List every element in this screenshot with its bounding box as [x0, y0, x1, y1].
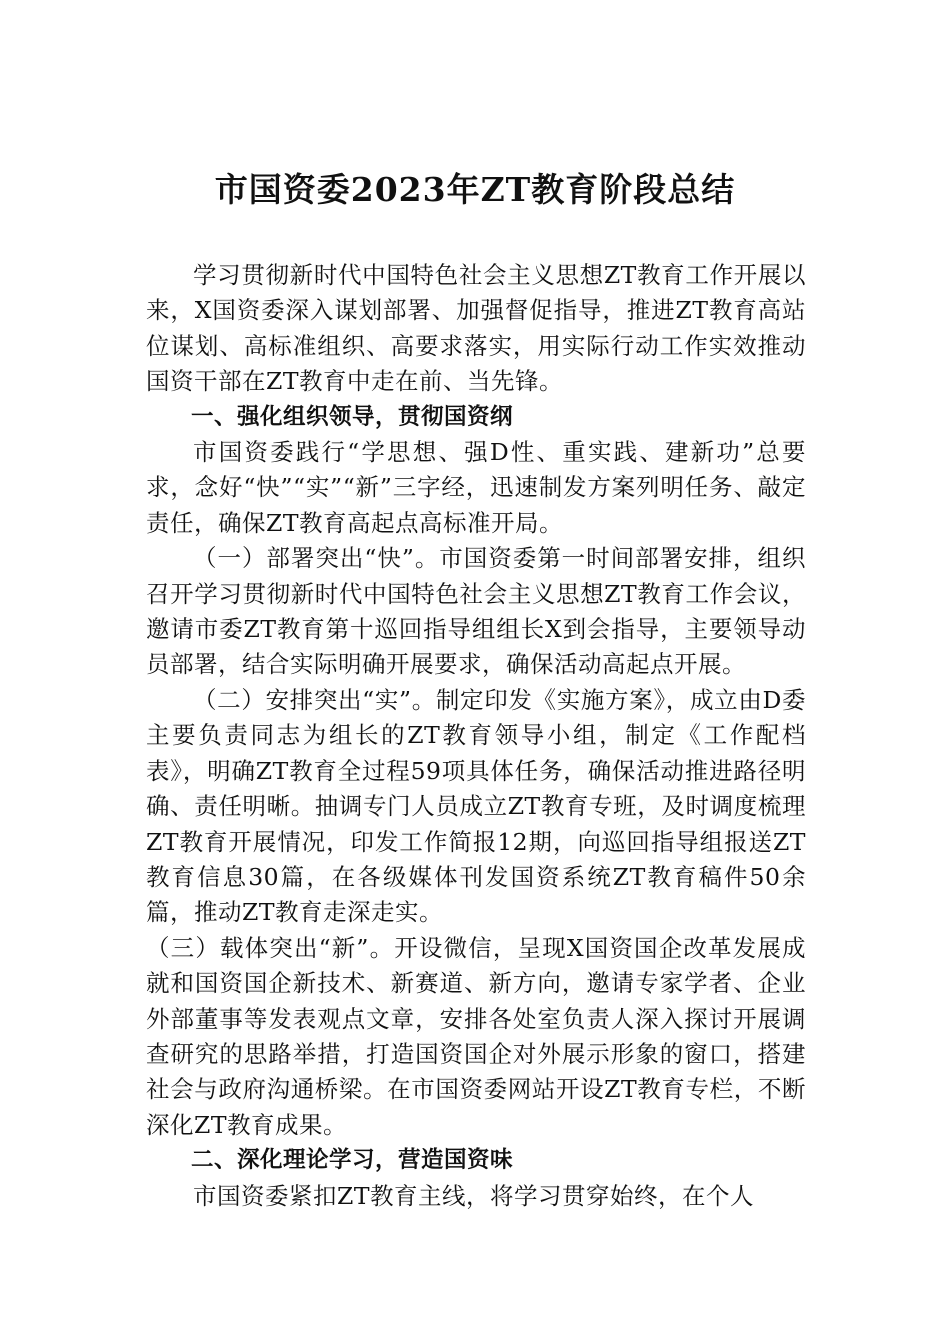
- section-2-paragraph: 市国资委紧扣ZT教育主线，将学习贯穿始终，在个人: [193, 1181, 755, 1210]
- document-body: [146, 258, 806, 1214]
- subsection-1-paragraph: （一）部署突出“快”。市国资委第一时间部署安排，组织召开学习贯彻新时代中国特色社会主义思想ZT教育工作会议，邀请市委ZT教育第十巡回指导组组长X到会指导，主要领导动员部署，结合实际明确开展要求，确保活动高起点开展。: [146, 544, 806, 679]
- section-1-paragraph: 市国资委践行“学思想、强D性、重实践、建新功”总要求，念好“快”“实”“新”三字经，迅速制发方案列明任务、敲定责任，确保ZT教育高起点高标准开局。: [146, 438, 806, 537]
- section-heading-1: 一、强化组织领导，贯彻国资纲: [191, 403, 514, 430]
- document-title: 市国资委2023年ZT教育阶段总结: [214, 170, 736, 209]
- subsection-3-paragraph: （三）载体突出“新”。开设微信，呈现X国资国企改革发展成就和国资国企新技术、新赛道、新方向，邀请专家学者、企业外部董事等发表观点文章，安排各处室负责人深入探讨开展调查研究的思路举措，打造国资国企对外展示形象的窗口，搭建社会与政府沟通桥梁。在市国资委网站开设ZT教育专栏，不断深化ZT教育成果。: [146, 933, 806, 1139]
- section-heading-2: 二、深化理论学习，营造国资味: [191, 1147, 514, 1174]
- subsection-2-paragraph: （二）安排突出“实”。制定印发《实施方案》，成立由D委主要负责同志为组长的ZT教育领导小组，制定《工作配档表》，明确ZT教育全过程59项具体任务，确保活动推进路径明确、责任明晰。抽调专门人员成立ZT教育专班，及时调度梳理ZT教育开展情况，印发工作简报12期，向巡回指导组报送ZT教育信息30篇，在各级媒体刊发国资系统ZT教育稿件50余篇，推动ZT教育走深走实。: [146, 685, 806, 927]
- intro-paragraph: 学习贯彻新时代中国特色社会主义思想ZT教育工作开展以来，X国资委深入谋划部署、加强督促指导，推进ZT教育高站位谋划、高标准组织、高要求落实，用实际行动工作实效推动国资干部在ZT教育中走在前、当先锋。: [146, 261, 806, 396]
